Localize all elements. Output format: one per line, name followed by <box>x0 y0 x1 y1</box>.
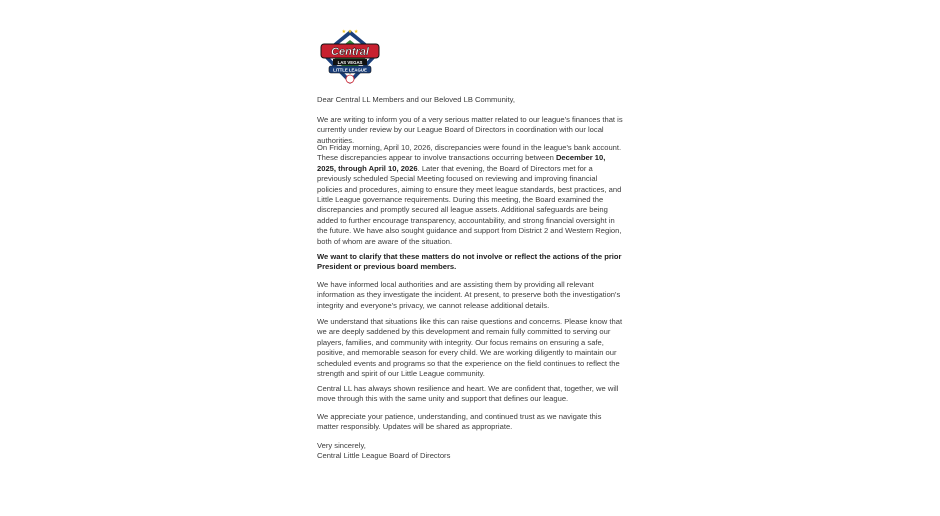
discrepancies-date-range: December 10, 2025, through April 10, 2026 <box>317 153 606 173</box>
logo-baseball <box>346 75 354 83</box>
paragraph-commitment: We understand that situations like this can raise questions and concerns. Please know that we are deeply saddened by this development and remain fully committed to serving our players, families, and community with integrity. Our focus remains on ensuring a safe, positive, and memorable season for every child. We are working diligently to maintain our scheduled events and programs so that the experience on the field continues to reflect the strength and spirit of our Little League community. <box>317 317 623 379</box>
paragraph-appreciation: We appreciate your patience, understanding, and continued trust as we navigate this matter responsibly. Updates will be shared as appropriate. <box>317 412 602 432</box>
signature: Central Little League Board of Directors <box>317 451 451 460</box>
greeting: Dear Central LL Members and our Beloved LB Community, <box>317 95 515 104</box>
logo-title: Central <box>331 46 369 58</box>
paragraph-clarification: We want to clarify that these matters do not involve or reflect the actions of the prior President or previous board members. <box>317 252 622 272</box>
logo-league: LITTLE LEAGUE <box>333 67 367 73</box>
paragraph-discrepancies <box>317 143 623 247</box>
logo-subtitle: LAS VEGAS <box>337 60 363 65</box>
logo-stars: ★ ★ ★ <box>341 29 359 35</box>
discrepancies-details: . Later that evening, the Board of Directors met for a previously scheduled Special Meeting focused on reviewing and improving financial policies and procedures, aiming to ensure they meet league standards, best practices, and Little League governance requirements. During this meeting, the Board examined the discrepancies and promptly secured all league assets. Additional safeguards are being added to further encourage transparency, accountability, and strong financial oversight in the future. We have also sought guidance and support from District 2 and Western Region, both of whom are aware of the situation. <box>317 163 622 246</box>
central-little-league-logo <box>317 24 383 88</box>
discrepancies-intro: On Friday morning, April 10, 2026, discrepancies were found in the league's bank account. These discrepancies appear to involve transactions occurring between <box>317 143 622 163</box>
paragraph-authorities: We have informed local authorities and are assisting them by providing all relevant information as they investigate the incident. At present, to preserve both the investigation's integrity and everyone's privacy, we cannot release additional details. <box>317 280 621 310</box>
paragraph-resilience: Central LL has always shown resilience and heart. We are confident that, together, we will move through this with the same unity and support that defines our league. <box>317 384 619 404</box>
paragraph-intro: We are writing to inform you of a very serious matter related to our league's finances that is currently under review by our League Board of Directors in coordination with our local authorities. <box>317 115 623 145</box>
closing: Very sincerely, <box>317 441 366 450</box>
